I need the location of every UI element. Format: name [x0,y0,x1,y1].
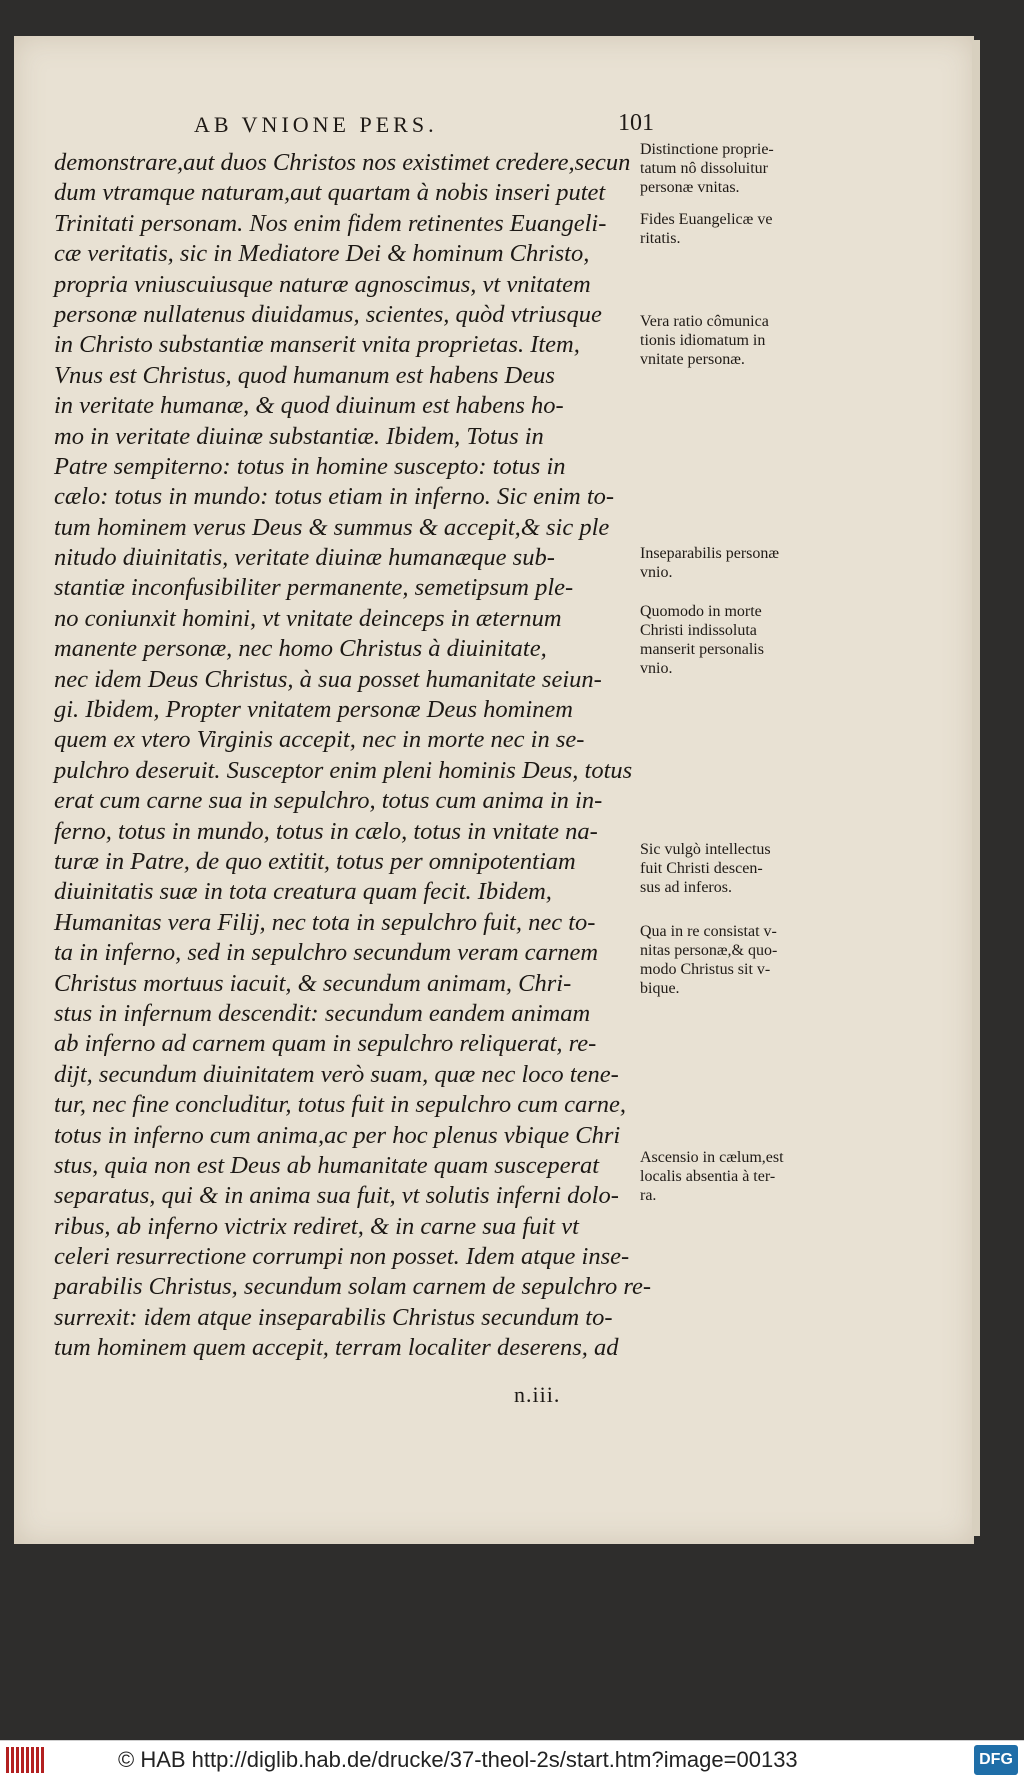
text-line: cælo: totus in mundo: totus etiam in inferno. Sic enim to- [54,483,615,511]
text-line: ferno, totus in mundo, totus in cælo, totus in vnitate na- [54,817,598,845]
text-line: quem ex vtero Virginis accepit, nec in morte nec in se- [54,726,585,754]
text-line: manente personæ, nec homo Christus à diuinitate, [54,635,547,663]
text-line: surrexit: idem atque inseparabilis Christus secundum to- [54,1303,613,1331]
text-line: propria vniuscuiusque naturæ agnoscimus, vt vnitatem [54,270,591,298]
text-line: tum hominem verus Deus & summus & accepit,& sic ple [54,513,610,541]
text-line: ab inferno ad carnem quam in sepulchro reliquerat, re- [54,1030,597,1058]
text-line: separatus, qui & in anima sua fuit, vt solutis inferni dolo- [54,1182,619,1210]
text-line: cæ veritatis, sic in Mediatore Dei & hominum Christo, [54,240,590,268]
text-line: in Christo substantiæ manserit vnita proprietas. Item, [54,331,580,359]
text-line: erat cum carne sua in sepulchro, totus cum anima in in- [54,787,603,815]
text-line: dijt, secundum diuinitatem verò suam, quæ nec loco tene- [54,1060,619,1088]
text-line: celeri resurrectione corrumpi non posset. Idem atque inse- [54,1243,630,1271]
text-line: mo in veritate diuinæ substantiæ. Ibidem, Totus in [54,422,544,450]
text-line: gi. Ibidem, Propter vnitatem personæ Deus hominem [54,696,573,724]
margin-note: Quomodo in morte Christi indissoluta manserit personalis vnio. [640,603,764,677]
text-line: tur, nec fine concluditur, totus fuit in sepulchro cum carne, [54,1091,627,1119]
text-line: ribus, ab inferno victrix rediret, & in carne sua fuit vt [54,1212,579,1240]
text-line: stantiæ inconfusibiliter permanente, semetipsum ple- [54,574,574,602]
text-line: no coniunxit homini, vt vnitate deinceps in æternum [54,604,562,632]
text-line: Trinitati personam. Nos enim fidem retinentes Euangeli- [54,209,607,237]
margin-note: Qua in re consistat v- nitas personæ,& quo- modo Christus sit v- bique. [640,923,778,997]
scanned-page [14,36,974,1544]
text-line: Vnus est Christus, quod humanum est habens Deus [54,361,555,389]
text-line: diuinitatis suæ in tota creatura quam fecit. Ibidem, [54,878,552,906]
text-line: demonstrare,aut duos Christos nos existimet credere,secun [54,149,631,176]
text-line: nec idem Deus Christus, à sua posset humanitate seiun- [54,665,602,693]
text-line: stus, quia non est Deus ab humanitate quam susceperat [54,1151,600,1179]
footer-bar [0,1740,1024,1779]
text-line: Patre sempiterno: totus in homine suscepto: totus in [54,452,566,480]
running-head: AB VNIONE PERS. [194,112,438,137]
main-text-column [54,148,652,1364]
text-line: in veritate humanæ, & quod diuinum est habens ho- [54,392,564,420]
page-header [194,106,654,146]
page-edge [972,40,980,1536]
folio-number: 101 [618,110,654,136]
text-line: Christus mortuus iacuit, & secundum animam, Chri- [54,969,572,997]
signature-mark: n.iii. [514,1382,561,1407]
text-line: turæ in Patre, de quo extitit, totus per omnipotentiam [54,847,576,875]
text-line: dum vtramque naturam,aut quartam à nobis inseri putet [54,179,606,207]
text-line: tum hominem quem accepit, terram localiter deserens, ad [54,1334,619,1362]
footer-url[interactable]: © HAB http://diglib.hab.de/drucke/37-theol-2s/start.htm?image=00133 [118,1747,798,1772]
margin-note: Distinctione proprie- tatum nô dissoluitur personæ vnitas. [640,141,774,196]
margin-note: Ascensio in cælum,est localis absentia à ter- ra. [640,1149,784,1204]
text-line: totus in inferno cum anima,ac per hoc plenus vbique Chri [54,1121,621,1149]
dfg-logo: DFG [974,1745,1018,1775]
text-line: stus in infernum descendit: secundum eandem animam [54,999,591,1027]
hab-barcode-icon [6,1747,46,1773]
text-line: personæ nullatenus diuidamus, scientes, quòd vtriusque [54,300,602,328]
text-line: nitudo diuinitatis, veritate diuinæ humanæque sub- [54,544,555,572]
text-line: ta in inferno, sed in sepulchro secundum veram carnem [54,939,599,967]
text-line: pulchro deseruit. Susceptor enim pleni hominis Deus, totus [54,756,633,784]
margin-note: Sic vulgò intellectus fuit Christi descen- sus ad inferos. [640,841,771,896]
margin-note: Inseparabilis personæ vnio. [640,545,780,581]
margin-note: Fides Euangelicæ ve ritatis. [640,211,773,247]
margin-note: Vera ratio cômunica tionis idiomatum in vnitate personæ. [640,313,769,368]
text-line: parabilis Christus, secundum solam carnem de sepulchro re- [54,1273,652,1301]
text-line: Humanitas vera Filij, nec tota in sepulchro fuit, nec to- [54,908,596,936]
